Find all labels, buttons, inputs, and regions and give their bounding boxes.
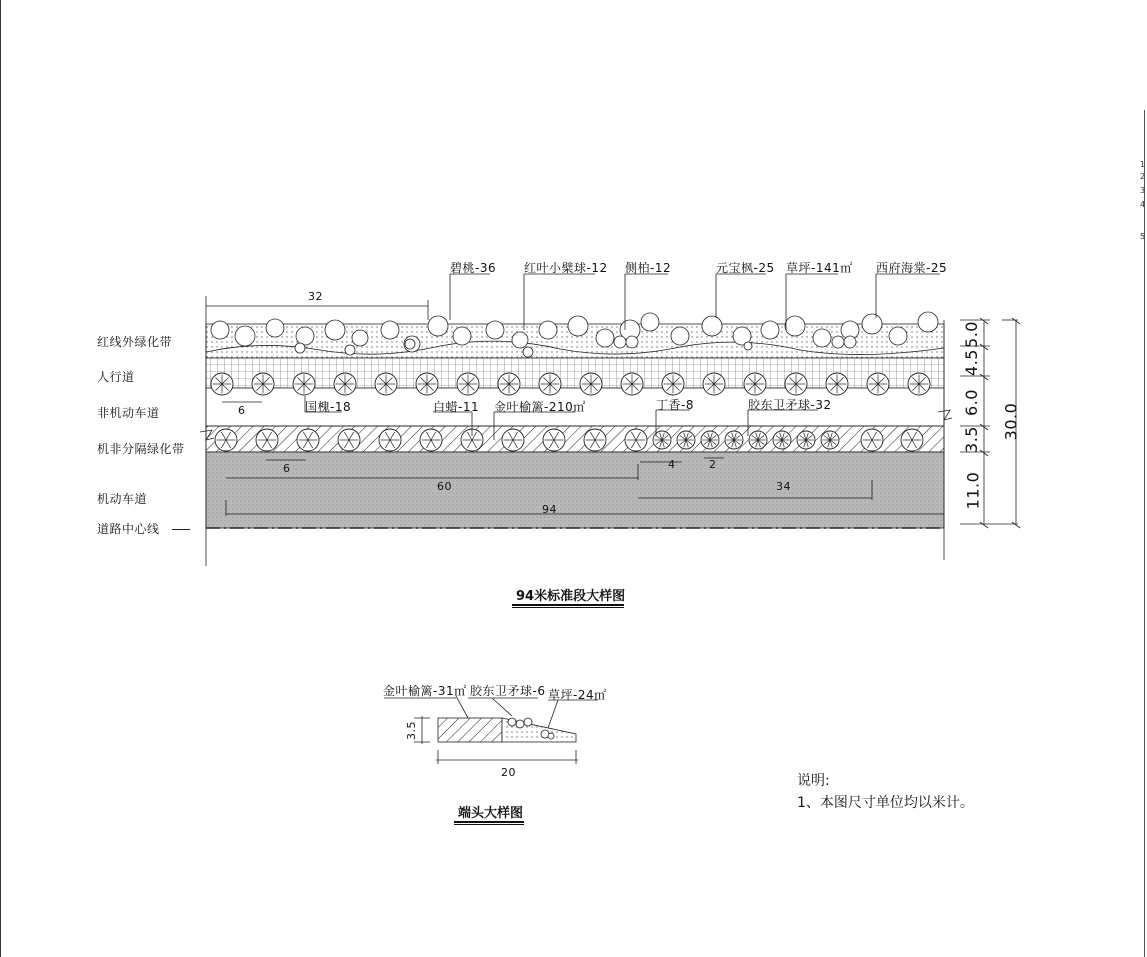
plant-label-euonymus: 胶东卫矛球-32	[748, 398, 832, 412]
plant-label-barberry: 红叶小檗球-12	[524, 261, 608, 275]
dim-32: 32	[308, 290, 323, 303]
dim-4: 4	[668, 458, 676, 471]
notes-line-1: 1、本图尺寸单位均以米计。	[797, 795, 974, 811]
plant-label-ash: 白蜡-11	[433, 400, 480, 414]
notes-heading: 说明:	[797, 773, 830, 789]
detail-hedge	[438, 718, 502, 742]
dim-4-5: 4.5	[961, 349, 981, 376]
dim-30-0: 30.0	[1001, 402, 1021, 441]
edge-mark: 5	[1140, 232, 1146, 241]
plant-label-maple: 元宝枫-25	[716, 261, 775, 275]
row-label-sidewalk: 人行道	[97, 370, 135, 384]
plant-label-lilac: 丁香-8	[656, 398, 694, 412]
main-title-underline	[512, 604, 624, 608]
dim-3-5: 3.5	[961, 426, 981, 453]
dim-11-0: 11.0	[963, 471, 983, 510]
dim-34: 34	[776, 480, 791, 493]
row-label-outer-belt: 红线外绿化带	[97, 335, 173, 349]
dim-60: 60	[437, 480, 452, 493]
dim-5-0: 5.0	[961, 321, 981, 348]
main-drawing-title: 94米标准段大样图	[516, 589, 626, 604]
row-label-center-line: 道路中心线	[97, 522, 160, 536]
detail-label-euonymus: 胶东卫矛球-6	[470, 684, 546, 698]
dim-6-0: 6.0	[961, 389, 981, 416]
dim-94: 94	[542, 503, 557, 516]
detail-label-elm-hedge: 金叶榆篱-31㎡	[383, 684, 467, 698]
plant-label-crabapple: 西府海棠-25	[876, 261, 948, 275]
edge-mark: 3	[1140, 186, 1146, 195]
plant-label-pagoda-tree: 国槐-18	[305, 400, 352, 414]
dim-6-separator: 6	[283, 462, 291, 475]
detail-drawing-title: 端头大样图	[458, 806, 524, 821]
row-label-motorway: 机动车道	[97, 492, 148, 506]
detail-label-lawn: 草坪-24㎡	[548, 688, 607, 702]
edge-mark: 2	[1140, 172, 1146, 181]
detail-dim-width: 20	[501, 766, 516, 779]
center-line-pointer	[172, 529, 190, 530]
row-label-separator-belt: 机非分隔绿化带	[97, 442, 185, 456]
plant-label-peach: 碧桃-36	[450, 261, 497, 275]
detail-dim-height: 3.5	[405, 721, 418, 740]
edge-mark: 4	[1140, 200, 1146, 209]
motorway	[206, 452, 944, 528]
edge-mark: 1	[1140, 160, 1146, 169]
dim-2: 2	[709, 458, 717, 471]
plant-label-elm-hedge: 金叶榆篱-210㎡	[494, 400, 586, 414]
detail-title-underline	[454, 821, 524, 825]
dim-6-sidewalk: 6	[238, 404, 246, 417]
plant-label-lawn: 草坪-141㎡	[786, 261, 853, 275]
plant-label-arborvitae: 侧柏-12	[625, 261, 672, 275]
row-label-non-motor-lane: 非机动车道	[97, 406, 160, 420]
